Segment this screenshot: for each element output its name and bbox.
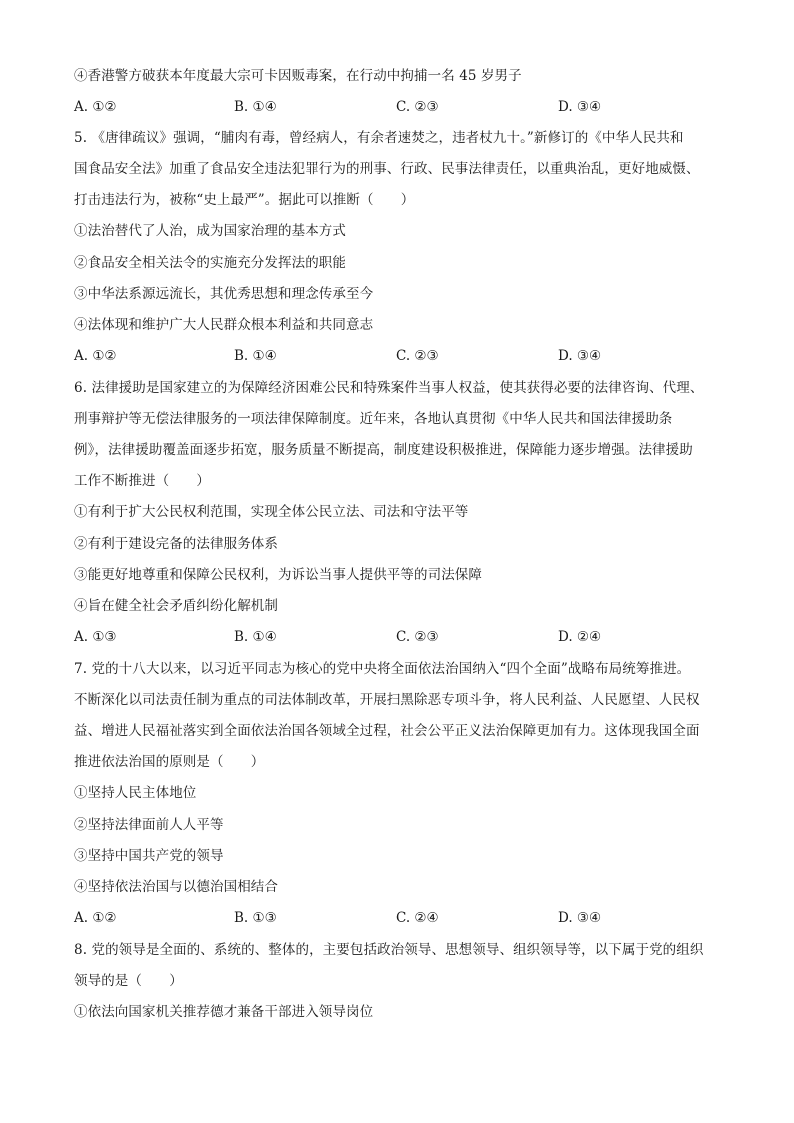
q7-option-c: C. ②④ — [396, 910, 439, 926]
q4-options — [74, 98, 724, 116]
q6-option-d: D. ②④ — [558, 629, 602, 645]
q6-item-3: ③能更好地尊重和保障公民权利，为诉讼当事人提供平等的司法保障 — [74, 567, 482, 583]
q6-stem-line-3: 例》，法律援助覆盖面逐步拓宽，服务质量不断提高，制度建设积极推进，保障能力逐步增强。法律援助 — [74, 442, 693, 458]
q5-option-d: D. ③④ — [558, 348, 602, 364]
q7-item-2: ②坚持法律面前人人平等 — [74, 817, 224, 833]
q5-stem-line-2: 国食品安全法》加重了食品安全违法犯罪行为的刑事、行政、民事法律责任，以重典治乱，更好地威慑、 — [74, 161, 700, 177]
q7-options — [74, 909, 724, 927]
q8-stem-line-1: 8. 党的领导是全面的、系统的、整体的，主要包括政治领导、思想领导、组织领导等，以下属于党的组织 — [74, 942, 704, 958]
q4-option-d: D. ③④ — [558, 99, 602, 115]
q6-stem-line-2: 刑事辩护等无偿法律服务的一项法律保障制度。近年来，各地认真贯彻《中华人民共和国法律援助条 — [74, 411, 673, 427]
q7-stem-line-3: 益、增进人民福祉落实到全面依法治国各领域全过程，社会公平正义法治保障更加有力。这体现我国全面 — [74, 723, 700, 739]
q7-stem-line-2: 不断深化以司法责任制为重点的司法体制改革，开展扫黑除恶专项斗争，将人民利益、人民愿望、人民权 — [74, 692, 700, 708]
q7-item-3: ③坚持中国共产党的领导 — [74, 848, 224, 864]
q6-stem-line-1: 6. 法律援助是国家建立的为保障经济困难公民和特殊案件当事人权益，使其获得必要的法律咨询、代理、 — [74, 380, 704, 396]
q4-option-c: C. ②③ — [396, 99, 439, 115]
q5-option-b: B. ①④ — [234, 348, 277, 364]
q5-option-a: A. ①② — [74, 348, 117, 364]
q6-item-1: ①有利于扩大公民权利范围，实现全体公民立法、司法和守法平等 — [74, 504, 469, 520]
q4-item-4: ④香港警方破获本年度最大宗可卡因贩毒案，在行动中拘捕一名 45 岁男子 — [74, 68, 522, 84]
q6-options — [74, 628, 724, 646]
q7-stem-line-4: 推进依法治国的原则是（ ） — [74, 754, 265, 770]
q4-option-b: B. ①④ — [234, 99, 277, 115]
q5-options — [74, 347, 724, 365]
q7-option-d: D. ③④ — [558, 910, 602, 926]
q5-option-c: C. ②③ — [396, 348, 439, 364]
q5-item-1: ①法治替代了人治，成为国家治理的基本方式 — [74, 223, 346, 239]
q5-item-3: ③中华法系源远流长，其优秀思想和理念传承至今 — [74, 286, 374, 302]
q7-item-1: ①坚持人民主体地位 — [74, 785, 197, 801]
q7-option-b: B. ①③ — [234, 910, 277, 926]
q6-item-4: ④旨在健全社会矛盾纠纷化解机制 — [74, 598, 278, 614]
q6-option-b: B. ①④ — [234, 629, 277, 645]
q7-option-a: A. ①② — [74, 910, 117, 926]
q7-item-4: ④坚持依法治国与以德治国相结合 — [74, 879, 278, 895]
q7-stem-line-1: 7. 党的十八大以来，以习近平同志为核心的党中央将全面依法治国纳入“四个全面”战略布局统筹推进。 — [74, 661, 691, 677]
q5-item-2: ②食品安全相关法令的实施充分发挥法的职能 — [74, 255, 346, 271]
q5-item-4: ④法体现和维护广大人民群众根本利益和共同意志 — [74, 317, 374, 333]
q8-stem-line-2: 领导的是（ ） — [74, 973, 183, 989]
q5-stem-line-3: 打击违法行为，被称“史上最严”。据此可以推断（ ） — [74, 192, 415, 208]
q6-option-c: C. ②③ — [396, 629, 439, 645]
q5-stem-line-1: 5. 《唐律疏议》强调，“脯肉有毒，曾经病人，有余者速焚之，违者杖九十。”新修订的《中华人民共和 — [74, 130, 684, 146]
q6-option-a: A. ①③ — [74, 629, 117, 645]
q4-option-a: A. ①② — [74, 99, 117, 115]
q8-item-1: ①依法向国家机关推荐德才兼备干部进入领导岗位 — [74, 1004, 374, 1020]
q6-stem-line-4: 工作不断推进（ ） — [74, 473, 210, 489]
q6-item-2: ②有利于建设完备的法律服务体系 — [74, 536, 278, 552]
